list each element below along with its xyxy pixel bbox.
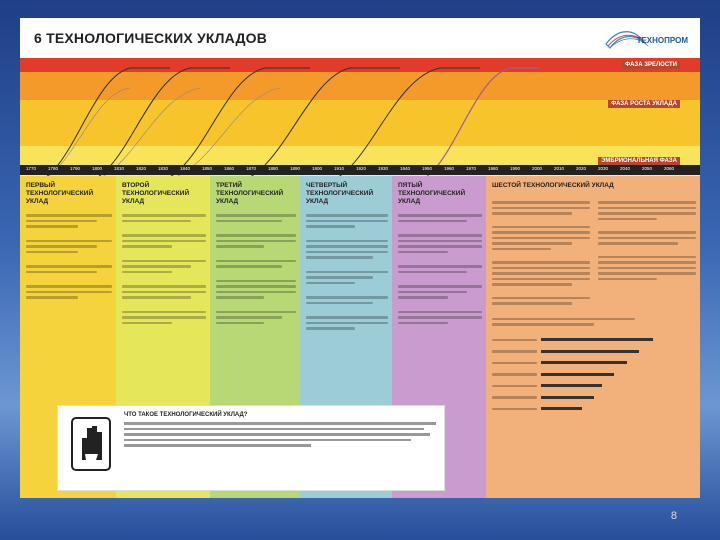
year-tick: 2000 bbox=[532, 166, 543, 171]
year-tick: 1860 bbox=[224, 166, 235, 171]
slide bbox=[20, 18, 700, 498]
year-tick: 2010 bbox=[554, 166, 565, 171]
year-tick: 1960 bbox=[444, 166, 455, 171]
year-tick: 1970 bbox=[466, 166, 477, 171]
year-tick: 1940 bbox=[400, 166, 411, 171]
year-axis bbox=[20, 165, 700, 175]
column-heading: ШЕСТОЙ ТЕХНОЛОГИЧЕСКИЙ УКЛАД bbox=[492, 182, 614, 189]
year-tick: 1850 bbox=[202, 166, 213, 171]
year-tick: 1780 bbox=[48, 166, 59, 171]
phase-embryo-label: ЭМБРИОНАЛЬНАЯ ФАЗА bbox=[598, 157, 680, 165]
year-tick: 1950 bbox=[422, 166, 433, 171]
year-tick: 1920 bbox=[356, 166, 367, 171]
year-tick: 1790 bbox=[70, 166, 81, 171]
year-tick: 1770 bbox=[26, 166, 37, 171]
year-tick: 1800 bbox=[92, 166, 103, 171]
slide-title: 6 ТЕХНОЛОГИЧЕСКИХ УКЛАДОВ bbox=[34, 30, 268, 46]
page-number: 8 bbox=[670, 510, 677, 522]
year-tick: 1830 bbox=[158, 166, 169, 171]
year-tick: 1900 bbox=[312, 166, 323, 171]
year-tick: 2030 bbox=[598, 166, 609, 171]
year-tick: 2060 bbox=[664, 166, 675, 171]
column-heading: ЧЕТВЕРТЫЙ ТЕХНОЛОГИЧЕСКИЙ УКЛАД bbox=[306, 182, 374, 205]
year-tick: 1880 bbox=[268, 166, 279, 171]
year-tick: 2040 bbox=[620, 166, 631, 171]
column-heading: ВТОРОЙ ТЕХНОЛОГИЧЕСКИЙ УКЛАД bbox=[122, 182, 190, 205]
year-tick: 1990 bbox=[510, 166, 521, 171]
info-title: ЧТО ТАКОЕ ТЕХНОЛОГИЧЕСКИЙ УКЛАД? bbox=[124, 412, 248, 418]
year-tick: 1890 bbox=[290, 166, 301, 171]
phase-growth-label: ФАЗА РОСТА УКЛАДА bbox=[608, 100, 680, 108]
column-wave-6 bbox=[486, 176, 700, 498]
year-tick: 2020 bbox=[576, 166, 587, 171]
year-tick: 1910 bbox=[334, 166, 345, 171]
column-heading: ТРЕТИЙ ТЕХНОЛОГИЧЕСКИЙ УКЛАД bbox=[216, 182, 284, 205]
year-tick: 1930 bbox=[378, 166, 389, 171]
info-box bbox=[58, 406, 444, 490]
year-tick: 1820 bbox=[136, 166, 147, 171]
year-tick: 1870 bbox=[246, 166, 257, 171]
year-tick: 1840 bbox=[180, 166, 191, 171]
column-heading: ПЯТЫЙ ТЕХНОЛОГИЧЕСКИЙ УКЛАД bbox=[398, 182, 466, 205]
year-tick: 2050 bbox=[642, 166, 653, 171]
year-tick: 1980 bbox=[488, 166, 499, 171]
column-heading: ПЕРВЫЙ ТЕХНОЛОГИЧЕСКИЙ УКЛАД bbox=[26, 182, 94, 205]
year-tick: 1810 bbox=[114, 166, 125, 171]
phase-maturity-label: ФАЗА ЗРЕЛОСТИ bbox=[622, 61, 680, 69]
logo-text: ТЕХНОПРОМ bbox=[636, 36, 688, 45]
hand-icon bbox=[70, 416, 112, 472]
